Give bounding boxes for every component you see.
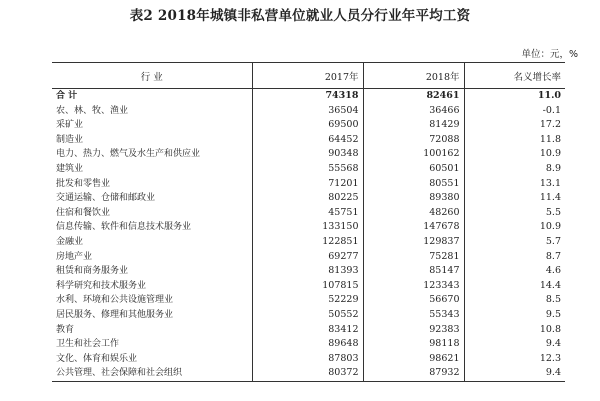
value-2017-cell: 69500 xyxy=(252,118,363,133)
table-row xyxy=(52,206,565,221)
industry-name-cell: 教育 xyxy=(52,323,252,338)
value-2018-cell: 147678 xyxy=(363,220,464,235)
growth-rate-cell: 10.9 xyxy=(539,148,561,160)
value-2018-cell: 55343 xyxy=(363,308,464,323)
industry-name-cell: 农、林、牧、渔业 xyxy=(52,104,252,119)
growth-rate-cell: 11.8 xyxy=(539,133,561,145)
table-row xyxy=(52,177,565,192)
growth-rate-cell: 9.4 xyxy=(464,366,565,381)
industry-name-cell: 电力、热力、燃气及水生产和供应业 xyxy=(52,147,252,162)
value-2018-cell: 48260 xyxy=(363,206,464,221)
table-row xyxy=(52,220,565,235)
value-2017-cell: 81393 xyxy=(252,264,363,279)
growth-rate-cell: 17.2 xyxy=(539,119,561,131)
growth-rate-cell: 5.7 xyxy=(545,235,561,247)
industry-name-cell: 居民服务、修理和其他服务业 xyxy=(52,308,252,323)
table-row xyxy=(52,191,565,206)
table-row xyxy=(52,366,565,381)
value-2018-cell: 36466 xyxy=(363,104,464,119)
industry-name-cell: 房地产业 xyxy=(52,250,252,265)
growth-rate-cell: -0.1 xyxy=(542,104,561,116)
header-growth: 名义增长率 xyxy=(464,63,565,89)
table-row-total xyxy=(52,89,565,104)
table-row xyxy=(52,293,565,308)
value-2017-cell: 80225 xyxy=(252,191,363,206)
table-row xyxy=(52,308,565,323)
value-2018-cell: 80551 xyxy=(363,177,464,192)
industry-name-cell: 公共管理、社会保障和社会组织 xyxy=(52,366,252,381)
value-2018-cell: 60501 xyxy=(363,162,464,177)
unit-label: 单位：元，% xyxy=(521,49,578,60)
header-2017: 2017年 xyxy=(252,63,363,89)
value-2018-cell: 85147 xyxy=(363,264,464,279)
industry-name-cell: 建筑业 xyxy=(52,162,252,177)
table-title: 表2 2018年城镇非私营单位就业人员分行业年平均工资 xyxy=(129,8,471,24)
growth-rate-cell: 14.4 xyxy=(539,279,561,291)
growth-rate-cell: 8.5 xyxy=(545,294,561,306)
growth-rate-cell: 13.1 xyxy=(539,177,561,189)
table-row xyxy=(52,104,565,119)
table-row xyxy=(52,264,565,279)
value-2018-cell: 82461 xyxy=(363,89,464,104)
value-2017-cell: 55568 xyxy=(252,162,363,177)
value-2018-cell: 92383 xyxy=(363,323,464,338)
value-2018-cell: 72088 xyxy=(363,133,464,148)
growth-rate-cell: 10.8 xyxy=(539,323,561,335)
value-2017-cell: 133150 xyxy=(252,220,363,235)
table-row xyxy=(52,235,565,250)
value-2018-cell: 100162 xyxy=(363,147,464,162)
value-2018-cell: 89380 xyxy=(363,191,464,206)
table-row xyxy=(52,279,565,294)
value-2017-cell: 90348 xyxy=(252,147,363,162)
table-row xyxy=(52,352,565,367)
header-row xyxy=(52,63,565,89)
header-industry: 行 业 xyxy=(52,63,252,89)
value-2018-cell: 98118 xyxy=(363,337,464,352)
industry-name-cell: 科学研究和技术服务业 xyxy=(52,279,252,294)
growth-rate-cell: 8.9 xyxy=(545,162,561,174)
growth-rate-cell: 10.9 xyxy=(539,221,561,233)
growth-rate-cell: 11.0 xyxy=(537,90,561,101)
growth-rate-cell: 9.5 xyxy=(545,308,561,320)
value-2017-cell: 64452 xyxy=(252,133,363,148)
industry-name-cell: 批发和零售业 xyxy=(52,177,252,192)
table-row xyxy=(52,147,565,162)
industry-name-cell: 合 计 xyxy=(52,89,252,104)
table-row xyxy=(52,162,565,177)
value-2018-cell: 98621 xyxy=(363,352,464,367)
value-2017-cell: 71201 xyxy=(252,177,363,192)
growth-rate-cell: 11.4 xyxy=(539,192,561,204)
value-2017-cell: 83412 xyxy=(252,323,363,338)
value-2017-cell: 80372 xyxy=(252,366,363,381)
value-2018-cell: 123343 xyxy=(363,279,464,294)
industry-name-cell: 制造业 xyxy=(52,133,252,148)
growth-rate-cell: 8.7 xyxy=(545,250,561,262)
value-2017-cell: 52229 xyxy=(252,293,363,308)
value-2017-cell: 89648 xyxy=(252,337,363,352)
table-row xyxy=(52,323,565,338)
value-2017-cell: 87803 xyxy=(252,352,363,367)
value-2017-cell: 107815 xyxy=(252,279,363,294)
value-2018-cell: 129837 xyxy=(363,235,464,250)
table-row xyxy=(52,337,565,352)
industry-name-cell: 水利、环境和公共设施管理业 xyxy=(52,293,252,308)
industry-name-cell: 交通运输、仓储和邮政业 xyxy=(52,191,252,206)
table-body xyxy=(52,89,565,382)
industry-name-cell: 文化、体育和娱乐业 xyxy=(52,352,252,367)
value-2017-cell: 36504 xyxy=(252,104,363,119)
table-row xyxy=(52,250,565,265)
table-row xyxy=(52,133,565,148)
value-2018-cell: 87932 xyxy=(363,366,464,381)
industry-name-cell: 采矿业 xyxy=(52,118,252,133)
value-2017-cell: 69277 xyxy=(252,250,363,265)
value-2018-cell: 75281 xyxy=(363,250,464,265)
growth-rate-cell: 12.3 xyxy=(539,352,561,364)
value-2018-cell: 56670 xyxy=(363,293,464,308)
growth-rate-cell: 5.5 xyxy=(545,206,561,218)
growth-rate-cell: 4.6 xyxy=(545,265,561,277)
value-2017-cell: 45751 xyxy=(252,206,363,221)
wage-table xyxy=(52,62,565,382)
industry-name-cell: 信息传输、软件和信息技术服务业 xyxy=(52,220,252,235)
industry-name-cell: 住宿和餐饮业 xyxy=(52,206,252,221)
header-2018: 2018年 xyxy=(363,63,464,89)
value-2017-cell: 74318 xyxy=(252,89,363,104)
industry-name-cell: 金融业 xyxy=(52,235,252,250)
value-2017-cell: 122851 xyxy=(252,235,363,250)
industry-name-cell: 卫生和社会工作 xyxy=(52,337,252,352)
growth-rate-cell: 9.4 xyxy=(545,338,561,350)
table-row xyxy=(52,118,565,133)
value-2018-cell: 81429 xyxy=(363,118,464,133)
value-2017-cell: 50552 xyxy=(252,308,363,323)
industry-name-cell: 租赁和商务服务业 xyxy=(52,264,252,279)
